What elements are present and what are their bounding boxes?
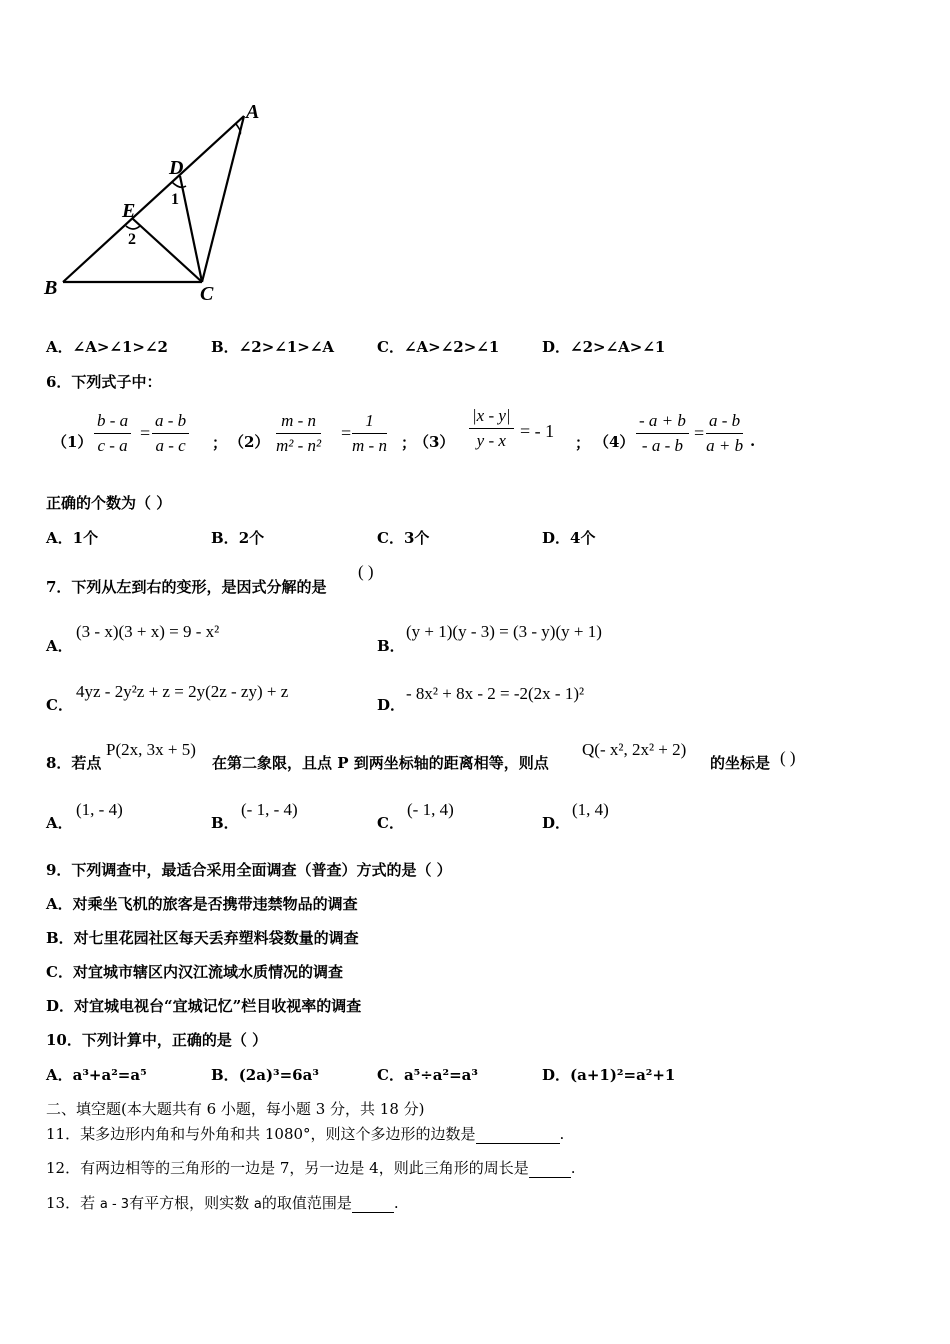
q8-text-3: 的坐标是	[710, 754, 771, 772]
q7-option-d-expr: - 8x² + 8x - 2 = -2(2x - 1)²	[406, 684, 585, 703]
option-text: 4个	[570, 529, 596, 547]
label-e: E	[122, 200, 136, 222]
q5-option-a[interactable]	[46, 336, 168, 357]
equals-sign: =	[694, 423, 705, 443]
q9-option-c[interactable]: C．对宜城市辖区内汉江流域水质情况的调查	[46, 963, 343, 981]
q9-option-d[interactable]: D．对宜城电视台“宜城记忆”栏目收视率的调查	[46, 997, 362, 1015]
numerator: |x - y|	[469, 406, 514, 429]
q10-option-a[interactable]	[46, 1064, 147, 1085]
option-text: ∠A>∠2>∠1	[403, 338, 500, 356]
equals-sign: =	[140, 423, 151, 443]
option-letter: A．	[46, 338, 73, 356]
q13	[46, 1192, 399, 1213]
q11	[46, 1123, 564, 1144]
q8-option-a-letter[interactable]: A．	[46, 814, 73, 832]
angle-1-arc	[172, 182, 186, 187]
q8-point-p: P(2x, 3x + 5)	[106, 740, 196, 759]
q13-expr: a - 3	[99, 1197, 130, 1212]
q6-item1-sep: ；	[212, 434, 228, 452]
q6-option-d[interactable]	[542, 527, 595, 548]
q12-end: .	[570, 1159, 576, 1177]
q6-question: 正确的个数为（ ）	[46, 494, 172, 512]
q8-option-d-expr: (1, 4)	[572, 800, 609, 819]
q8-option-d-letter[interactable]: D．	[542, 814, 571, 832]
option-text: (2a)³=6a³	[238, 1066, 319, 1084]
option-text: a⁵÷a²=a³	[403, 1066, 478, 1084]
option-letter: C．	[377, 338, 404, 356]
q9-option-b[interactable]: B．对七里花园社区每天丢弃塑料袋数量的调查	[46, 929, 359, 947]
q6-item4-rhs	[706, 411, 743, 456]
q7-option-a-expr: (3 - x)(3 + x) = 9 - x²	[76, 622, 220, 641]
segment-ac	[202, 116, 244, 282]
option-text: 1个	[72, 529, 99, 547]
q7-stem: 7．下列从左到右的变形，是因式分解的是	[46, 578, 327, 596]
q7-option-d-letter[interactable]: D．	[377, 696, 406, 714]
q10-option-b[interactable]	[211, 1064, 319, 1085]
q6-option-a[interactable]	[46, 527, 98, 548]
angle-2-arc	[126, 226, 140, 229]
denominator: c - a	[97, 436, 128, 455]
option-letter: B．	[211, 1066, 239, 1084]
q6-option-b[interactable]	[211, 527, 264, 548]
q5-option-b[interactable]	[211, 336, 334, 357]
denominator: m² - n²	[276, 436, 322, 455]
q7-option-a-letter[interactable]: A．	[46, 637, 73, 655]
option-letter: D．	[542, 338, 571, 356]
q6-item3-rhs: = - 1	[520, 421, 555, 441]
option-letter: B．	[211, 338, 239, 356]
option-letter: D．	[542, 529, 571, 547]
q6-item3-label: （3）	[414, 433, 455, 451]
q6-item3-lhs	[469, 406, 514, 451]
q10-option-c[interactable]	[377, 1064, 478, 1085]
q11-text: 11．某多边形内角和与外角和共 1080°，则这个多边形的边数是	[46, 1125, 476, 1143]
q11-end: .	[559, 1125, 565, 1143]
section-2-heading: 二、填空题(本大题共有 6 小题，每小题 3 分，共 18 分)	[46, 1100, 425, 1118]
option-text: (a+1)²=a²+1	[570, 1066, 676, 1084]
denominator: y - x	[476, 431, 506, 450]
q13-var: a	[253, 1197, 262, 1212]
label-angle-1: 1	[171, 191, 179, 208]
q8-text-1: 8．若点	[46, 754, 102, 772]
q12-text: 12．有两边相等的三角形的一边是 7，另一边是 4，则此三角形的周长是	[46, 1159, 529, 1177]
q9-stem: 9．下列调查中，最适合采用全面调查（普查）方式的是（ ）	[46, 861, 452, 879]
q13-text-1: 13．若	[46, 1194, 96, 1212]
q6-item1-lhs	[94, 411, 131, 456]
q7-option-c-letter[interactable]: C．	[46, 696, 73, 714]
option-text: 2个	[238, 529, 265, 547]
q6-item4-lhs	[636, 411, 689, 456]
q12	[46, 1157, 576, 1178]
q13-answer-blank[interactable]	[352, 1194, 394, 1213]
option-letter: B．	[211, 529, 239, 547]
q8-point-q: Q(- x², 2x² + 2)	[582, 740, 687, 759]
q8-option-c-expr: (- 1, 4)	[407, 800, 454, 819]
segment-ba	[63, 116, 244, 282]
label-b: B	[44, 277, 58, 299]
q6-item1-label: （1）	[52, 433, 93, 451]
option-text: 3个	[403, 529, 430, 547]
angle-a-arc	[236, 124, 241, 134]
q6-item1-rhs	[152, 411, 189, 456]
label-a: A	[246, 101, 260, 123]
option-letter: A．	[46, 1066, 73, 1084]
numerator: - a + b	[636, 411, 689, 434]
q7-answer-paren: ( )	[358, 562, 374, 581]
q7-option-c-expr: 4yz - 2y²z + z = 2y(2z - zy) + z	[76, 682, 289, 701]
q9-option-a[interactable]: A．对乘坐飞机的旅客是否携带违禁物品的调查	[46, 895, 358, 913]
q13-text-3: 的取值范围是	[261, 1194, 352, 1212]
q11-answer-blank[interactable]	[476, 1125, 560, 1144]
q13-text-2: 有平方根，则实数	[129, 1194, 250, 1212]
q12-answer-blank[interactable]	[529, 1159, 571, 1178]
option-text: ∠A>∠1>∠2	[72, 338, 168, 356]
q6-item2-sep: ；	[401, 434, 417, 452]
q6-item2-lhs	[276, 411, 321, 456]
numerator: a - b	[152, 411, 189, 434]
q6-stem: 6．下列式子中：	[46, 373, 162, 391]
option-text: ∠2>∠A>∠1	[570, 338, 666, 356]
denominator: m - n	[352, 436, 387, 455]
numerator: a - b	[706, 411, 743, 434]
q10-stem: 10．下列计算中，正确的是（ ）	[46, 1031, 268, 1049]
q6-item4-sep: .	[750, 432, 756, 450]
numerator: b - a	[94, 411, 131, 434]
q10-option-d[interactable]	[542, 1064, 675, 1085]
option-letter: C．	[377, 1066, 404, 1084]
q6-option-c[interactable]	[377, 527, 429, 548]
q5-option-c[interactable]	[377, 336, 499, 357]
option-text: ∠2>∠1>∠A	[238, 338, 335, 356]
q6-item2-rhs	[352, 411, 387, 456]
option-letter: A．	[46, 529, 73, 547]
q8-text-2: 在第二象限，且点 P 到两坐标轴的距离相等，则点	[212, 754, 549, 772]
numerator: 1	[352, 411, 387, 434]
q7-option-b-letter[interactable]: B．	[377, 637, 405, 655]
denominator: a - c	[155, 436, 186, 455]
label-angle-2: 2	[128, 231, 136, 248]
q8-option-b-letter[interactable]: B．	[211, 814, 239, 832]
q6-item3-sep: ；	[575, 434, 591, 452]
q8-option-b-expr: (- 1, - 4)	[241, 800, 298, 819]
q6-item2-label: （2）	[229, 433, 270, 451]
q13-end: .	[393, 1194, 399, 1212]
denominator: a + b	[706, 436, 744, 455]
q8-option-c-letter[interactable]: C．	[377, 814, 404, 832]
label-c: C	[200, 283, 214, 305]
q8-stem	[46, 752, 101, 773]
q7-option-b-expr: (y + 1)(y - 3) = (3 - y)(y + 1)	[406, 622, 602, 641]
option-letter: D．	[542, 1066, 571, 1084]
q8-option-a-expr: (1, - 4)	[76, 800, 123, 819]
numerator: m - n	[276, 411, 321, 434]
q8-answer-paren: ( )	[780, 748, 796, 767]
denominator: - a - b	[641, 436, 683, 455]
q5-option-d[interactable]	[542, 336, 665, 357]
triangle-figure	[30, 90, 290, 310]
option-text: a³+a²=a⁵	[72, 1066, 147, 1084]
label-d: D	[169, 157, 184, 179]
equals-sign: =	[341, 423, 352, 443]
option-letter: C．	[377, 529, 404, 547]
q6-item4-label: （4）	[594, 433, 635, 451]
